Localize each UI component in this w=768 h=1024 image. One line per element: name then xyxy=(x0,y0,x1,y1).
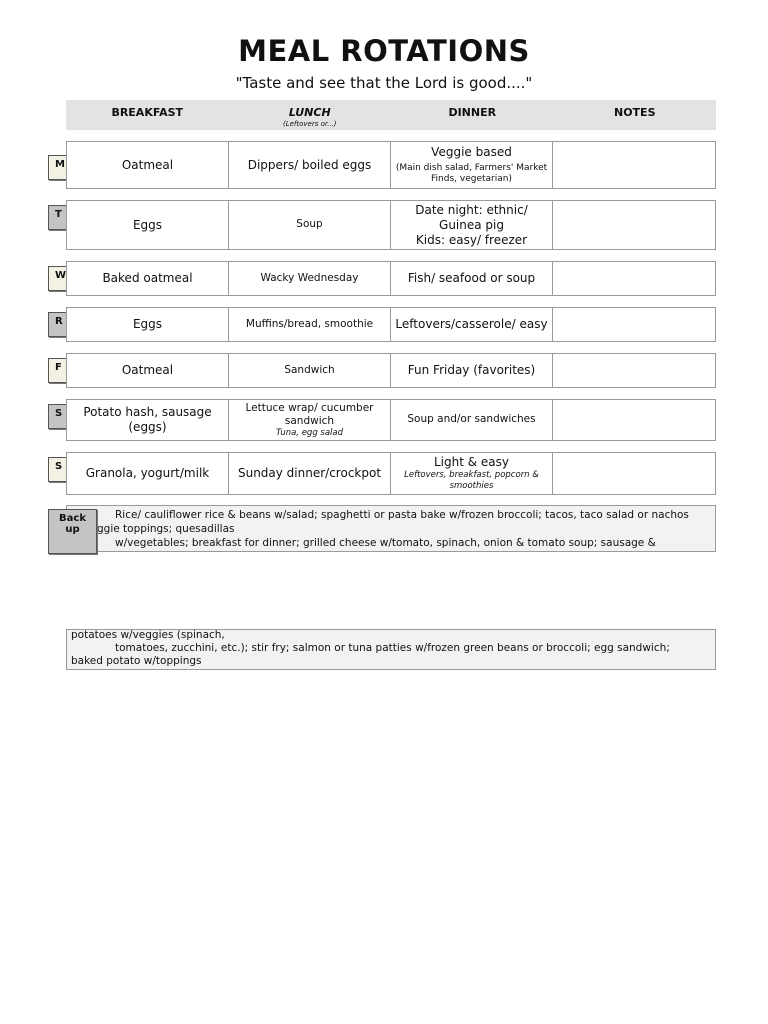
dinner-main: Light & easy xyxy=(433,455,510,470)
dinner-cell xyxy=(391,453,553,494)
notes-cell[interactable] xyxy=(553,262,715,295)
backup-line-3: w/vegetables; breakfast for dinner; grilled cheese w/tomato, spinach, onion & tomato soup; sausage & xyxy=(115,537,656,549)
lunch-cell: Soup xyxy=(229,201,391,249)
notes-cell[interactable] xyxy=(553,142,715,188)
breakfast-cell: Granola, yogurt/milk xyxy=(67,453,229,494)
day-badge-wednesday: W xyxy=(48,266,73,291)
header-lunch-sub: (Leftovers or...) xyxy=(282,120,337,128)
notes-cell[interactable] xyxy=(553,308,715,341)
lunch-cell: Muffins/bread, smoothie xyxy=(229,308,391,341)
dinner-main: Veggie based xyxy=(431,144,512,159)
backup-cont-line-3: baked potato w/toppings xyxy=(71,655,202,667)
breakfast-cell: Eggs xyxy=(67,308,229,341)
header-notes: NOTES xyxy=(614,106,656,119)
breakfast-cell: Potato hash, sausage (eggs) xyxy=(67,400,229,440)
header-lunch xyxy=(229,100,392,130)
header-breakfast: BREAKFAST xyxy=(111,106,184,119)
dinner-sub: (Main dish salad, Farmers' Market Finds, vegetarian) xyxy=(395,162,548,184)
dinner-cell: Leftovers/casserole/ easy xyxy=(391,308,553,341)
backup-badge xyxy=(48,509,97,554)
notes-cell[interactable] xyxy=(553,453,715,494)
lunch-sub: Tuna, egg salad xyxy=(275,427,344,438)
header-dinner: DINNER xyxy=(448,106,497,119)
breakfast-cell: Oatmeal xyxy=(67,142,229,188)
page-title: MEAL ROTATIONS xyxy=(238,34,530,68)
day-badge-thursday: R xyxy=(48,312,73,337)
lunch-cell xyxy=(229,400,391,440)
lunch-cell: Sandwich xyxy=(229,354,391,387)
lunch-main: Lettuce wrap/ cucumber sandwich xyxy=(245,401,374,427)
day-badge-tuesday: T xyxy=(48,205,73,230)
day-row-wednesday xyxy=(66,261,716,296)
notes-cell[interactable] xyxy=(553,400,715,440)
dinner-main: Date night: ethnic/ Guinea pig xyxy=(415,202,528,232)
lunch-cell: Wacky Wednesday xyxy=(229,262,391,295)
day-badge-monday: M xyxy=(48,155,73,180)
day-badge-sunday: S xyxy=(48,457,73,482)
dinner-cell: Fun Friday (favorites) xyxy=(391,354,553,387)
day-row-monday xyxy=(66,141,716,189)
dinner-sub: Kids: easy/ freezer xyxy=(415,232,528,247)
header-lunch-label: LUNCH xyxy=(288,106,331,119)
breakfast-cell: Eggs xyxy=(67,201,229,249)
notes-cell[interactable] xyxy=(553,354,715,387)
day-row-friday xyxy=(66,353,716,388)
day-badge-saturday: S xyxy=(48,404,73,429)
column-header-row xyxy=(66,100,716,130)
backup-label-line2: up xyxy=(65,524,80,535)
day-row-sunday xyxy=(66,452,716,495)
day-row-thursday xyxy=(66,307,716,342)
dinner-cell xyxy=(391,201,553,249)
backup-cont-line-2: tomatoes, zucchini, etc.); stir fry; salmon or tuna patties w/frozen green beans or broccoli; egg sandwich; xyxy=(115,642,670,654)
day-row-tuesday xyxy=(66,200,716,250)
dinner-cell: Soup and/or sandwiches xyxy=(391,400,553,440)
dinner-cell: Fish/ seafood or soup xyxy=(391,262,553,295)
backup-box xyxy=(66,505,716,552)
backup-line-1: Rice/ cauliflower rice & beans w/salad; spaghetti or pasta bake w/frozen broccoli; tacos, taco salad or nachos xyxy=(115,509,689,521)
backup-cont-line-1: potatoes w/veggies (spinach, xyxy=(71,629,225,641)
day-badge-friday: F xyxy=(48,358,73,383)
page-subtitle: "Taste and see that the Lord is good...." xyxy=(235,74,533,92)
day-row-saturday xyxy=(66,399,716,441)
lunch-cell: Sunday dinner/crockpot xyxy=(229,453,391,494)
breakfast-cell: Baked oatmeal xyxy=(67,262,229,295)
dinner-sub: Leftovers, breakfast, popcorn & smoothies xyxy=(404,470,539,491)
lunch-cell: Dippers/ boiled eggs xyxy=(229,142,391,188)
notes-cell[interactable] xyxy=(553,201,715,249)
backup-label-line1: Back xyxy=(59,513,86,524)
backup-line-2: ggie toppings; quesadillas xyxy=(97,523,235,535)
dinner-cell xyxy=(391,142,553,188)
breakfast-cell: Oatmeal xyxy=(67,354,229,387)
backup-continued-box xyxy=(66,629,716,670)
